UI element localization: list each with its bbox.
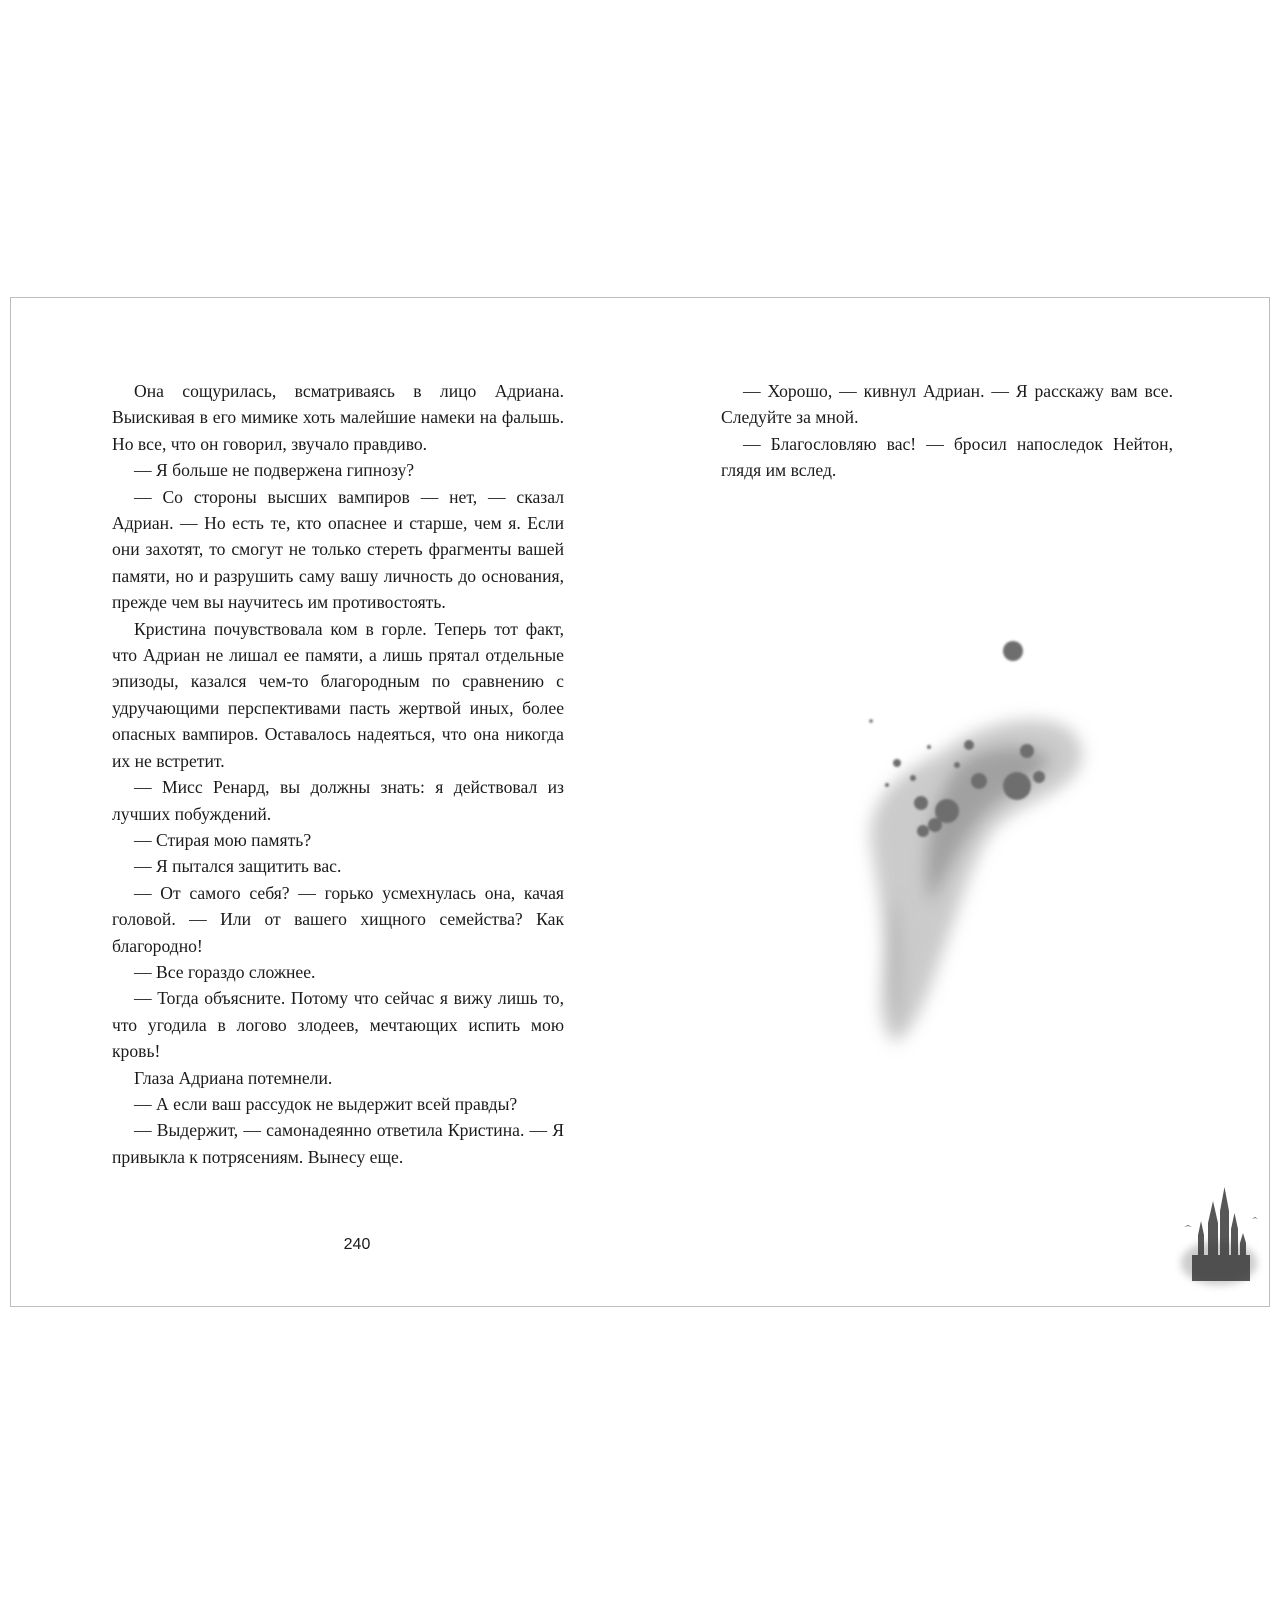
castle-icon [1174,1183,1264,1293]
paragraph: — Выдержит, — самонадеянно ответила Кристина. — Я привыкла к потрясениям. Вынесу еще. [112,1120,564,1167]
paragraph: — Я пытался защитить вас. [134,856,342,877]
paragraph: — Тогда объясните. Потому что сейчас я вижу лишь то, что угодила в логово злодеев, мечтающих испить мою кровь! [112,988,564,1062]
paragraph: — Со стороны высших вампиров — нет, — сказал Адриан. — Но есть те, кто опаснее и старше, чем я. Если они захотят, то смогут не только стереть фрагменты вашей памяти, но и разрушить саму вашу личность до основания, прежде чем вы научитесь им противостоять. [112,486,564,613]
paragraph: — Мисс Ренард, вы должны знать: я действовал из лучших побуждений. [112,777,564,824]
paragraph: — А если ваш рассудок не выдержит всей правды? [134,1093,518,1114]
paragraph: — Я больше не подвержена гипнозу? [134,460,415,481]
paragraph: Кристина почувствовала ком в горле. Теперь тот факт, что Адриан не лишал ее памяти, а лишь прятал отдельные эпизоды, казался чем-то благородным по сравнению с удручающими перспективами пасть жертвой иных, более опасных вампиров. Оставалось надеяться, что она никогда их не встретит. [112,618,564,771]
paragraph: — Благословляю вас! — бросил напоследок Нейтон, глядя им вслед. [721,433,1173,481]
right-page-text [721,378,1173,484]
paragraph: — Стирая мою память? [134,829,312,850]
paragraph: — Все гораздо сложнее. [134,961,316,982]
book-spread [10,297,1270,1307]
paragraph: — Хорошо, — кивнул Адриан. — Я расскажу вам все. Следуйте за мной. [721,381,1173,428]
paragraph: Глаза Адриана потемнели. [134,1067,333,1088]
ink-blot-icon [851,633,1101,1063]
page-number: 240 [343,1236,371,1253]
paragraph: — От самого себя? — горько усмехнулась она, качая головой. — Или от вашего хищного семейства? Как благородно! [112,882,564,956]
paragraph: Она сощурилась, всматриваясь в лицо Адриана. Выискивая в его мимике хоть малейшие намеки на фальшь. Но все, что он говорил, звучало правдиво. [112,381,564,454]
left-page-text [112,378,564,1170]
